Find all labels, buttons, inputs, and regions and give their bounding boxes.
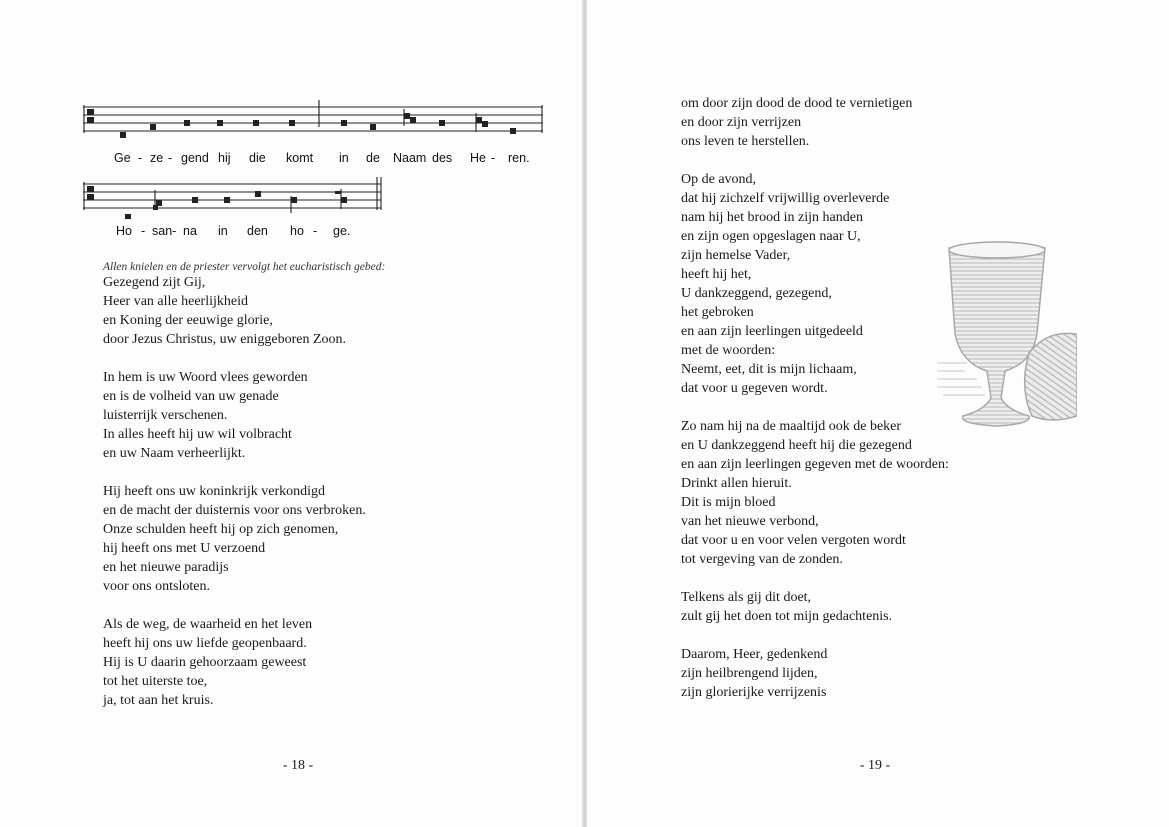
chant-syllable: san- — [152, 224, 177, 238]
text-line: Heer van alle heerlijkheid — [103, 294, 248, 309]
text-line: heeft hij het, — [681, 267, 752, 282]
chant-syllable: komt — [286, 151, 314, 165]
text-line: het gebroken — [681, 305, 754, 320]
page-number-left: - 18 - — [282, 758, 314, 773]
text-line: dat voor u gegeven wordt. — [681, 381, 828, 396]
stanza — [681, 588, 949, 626]
chant-syllable: gend — [181, 151, 209, 165]
chant-staff-1 — [83, 100, 545, 142]
text-line: door Jezus Christus, uw eniggeboren Zoon. — [103, 332, 347, 347]
text-line: heeft hij ons uw liefde geopenbaard. — [103, 636, 307, 651]
text-line: Als de weg, de waarheid en het leven — [103, 617, 313, 632]
chant-syllable: in — [218, 224, 228, 238]
chant-syllable: - — [168, 151, 173, 165]
text-line: en Koning der eeuwige glorie, — [103, 313, 273, 328]
chant-staff-2 — [83, 177, 385, 219]
book-gutter — [582, 0, 587, 827]
chalice-bread-illustration — [937, 238, 1077, 463]
text-line: en de macht der duisternis voor ons verbroken. — [103, 503, 366, 518]
text-line: Hij heeft ons uw koninkrijk verkondigd — [103, 484, 326, 499]
text-line: luisterrijk verschenen. — [103, 408, 228, 423]
text-line: Hij is U daarin gehoorzaam geweest — [103, 655, 307, 670]
right-prayer-text — [681, 94, 949, 721]
text-line: Gezegend zijt Gij, — [103, 275, 206, 290]
text-line: zijn heilbrengend lijden, — [681, 666, 818, 681]
text-line: In alles heeft hij uw wil volbracht — [103, 427, 292, 442]
stanza — [681, 417, 949, 569]
text-line: zult gij het doen tot mijn gedachtenis. — [681, 609, 893, 624]
stanza — [103, 273, 366, 349]
text-line: In hem is uw Woord vlees geworden — [103, 370, 308, 385]
text-line: Zo nam hij na de maaltijd ook de beker — [681, 419, 902, 434]
text-line: en uw Naam verheerlijkt. — [103, 446, 246, 461]
text-line: Onze schulden heeft hij op zich genomen, — [103, 522, 339, 537]
text-line: Daarom, Heer, gedenkend — [681, 647, 828, 662]
text-line: en aan zijn leerlingen uitgedeeld — [681, 324, 863, 339]
text-line: en het nieuwe paradijs — [103, 560, 229, 575]
chant-syllable: na — [183, 224, 197, 238]
text-line: om door zijn dood de dood te vernietigen — [681, 96, 913, 111]
text-line: U dankzeggend, gezegend, — [681, 286, 832, 301]
text-line: zijn hemelse Vader, — [681, 248, 791, 263]
text-line: hij heeft ons met U verzoend — [103, 541, 266, 556]
chant-syllable: Ho — [116, 224, 132, 238]
text-line: dat hij zichzelf vrijwillig overleverde — [681, 191, 890, 206]
text-line: Neemt, eet, dit is mijn lichaam, — [681, 362, 857, 377]
stanza — [103, 615, 366, 710]
chant-syllable: Naam — [393, 151, 427, 165]
text-line: voor ons ontsloten. — [103, 579, 210, 594]
chant-syllable: den — [247, 224, 268, 238]
chant-syllable: - — [491, 151, 496, 165]
chant-syllable: in — [339, 151, 349, 165]
chant-syllable: - — [313, 224, 318, 238]
text-line: Dit is mijn bloed — [681, 495, 776, 510]
chant-syllable: des — [432, 151, 453, 165]
chant-syllables-2 — [116, 224, 376, 240]
text-line: Telkens als gij dit doet, — [681, 590, 812, 605]
text-line: zijn glorierijke verrijzenis — [681, 685, 827, 700]
chant-syllable: die — [249, 151, 266, 165]
chant-syllable: - — [141, 224, 146, 238]
text-line: met de woorden: — [681, 343, 776, 358]
text-line: en aan zijn leerlingen gegeven met de woorden: — [681, 457, 949, 472]
chant-syllable: de — [366, 151, 380, 165]
text-line: Op de avond, — [681, 172, 757, 187]
text-line: ons leven te herstellen. — [681, 134, 810, 149]
stanza — [681, 170, 949, 398]
chant-syllable: ge. — [333, 224, 351, 238]
text-line: nam hij het brood in zijn handen — [681, 210, 863, 225]
text-line: en is de volheid van uw genade — [103, 389, 279, 404]
text-line: en door zijn verrijzen — [681, 115, 802, 130]
stanza — [103, 482, 366, 596]
text-line: dat voor u en voor velen vergoten wordt — [681, 533, 906, 548]
chant-syllable: ze — [150, 151, 164, 165]
text-line: en U dankzeggend heeft hij die gezegend — [681, 438, 912, 453]
rubric: Allen knielen en de priester vervolgt het eucharistisch gebed: — [103, 261, 386, 273]
chant-syllable: - — [138, 151, 143, 165]
text-line: tot het uiterste toe, — [103, 674, 208, 689]
stanza — [103, 368, 366, 463]
chant-syllable: He — [470, 151, 486, 165]
text-line: en zijn ogen opgeslagen naar U, — [681, 229, 861, 244]
chant-syllable: ho — [290, 224, 304, 238]
chant-syllable: Ge — [114, 151, 131, 165]
text-line: van het nieuwe verbond, — [681, 514, 819, 529]
chant-syllables-1 — [114, 151, 544, 167]
stanza — [681, 645, 949, 702]
text-line: ja, tot aan het kruis. — [103, 693, 214, 708]
chant-syllable: ren. — [508, 151, 530, 165]
page-number-right: - 19 - — [859, 758, 891, 773]
stanza — [681, 94, 949, 151]
text-line: tot vergeving van de zonden. — [681, 552, 843, 567]
chant-syllable: hij — [218, 151, 231, 165]
left-prayer-text — [103, 273, 366, 729]
text-line: Drinkt allen hieruit. — [681, 476, 792, 491]
